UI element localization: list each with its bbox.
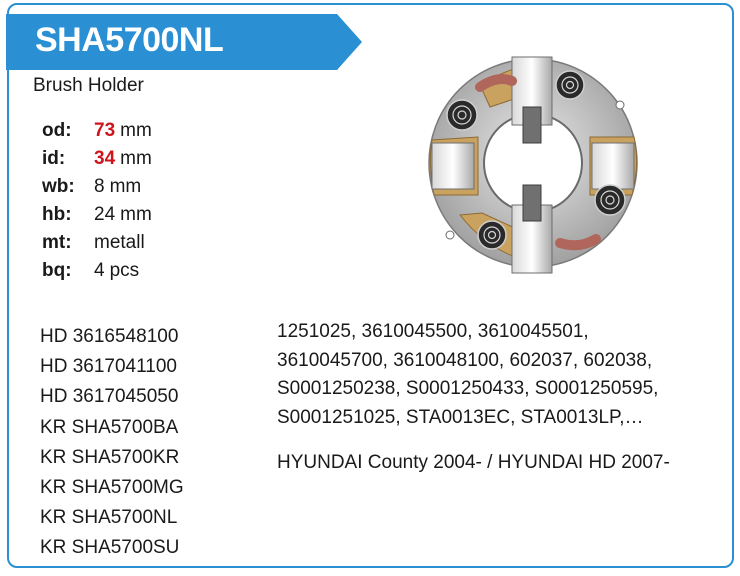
cross-reference-item: HD 3616548100	[40, 326, 179, 347]
cross-reference-item: KR SHA5700KR	[40, 446, 180, 468]
spec-key: mt:	[42, 232, 72, 253]
spec-row-bq	[42, 257, 152, 285]
cross-reference-item: HD 3617045050	[40, 386, 179, 408]
vehicle-application: HYUNDAI County 2004- / HYUNDAI HD 2007-	[277, 452, 670, 473]
cross-reference-item: HD 3617041100	[40, 356, 177, 378]
oem-number-line: 3610045700, 3610048100, 602037, 602038,	[277, 349, 653, 371]
spec-value: 24	[94, 204, 116, 225]
spec-row-od	[42, 117, 152, 145]
oem-number-line: S0001251025, STA0013EC, STA0013LP,…	[277, 406, 644, 428]
part-number-title: SHA5700NL	[35, 21, 224, 59]
spec-value: 4	[94, 260, 105, 281]
spec-value: metall	[94, 232, 145, 253]
spec-key: id:	[42, 148, 66, 169]
spec-key: bq:	[42, 260, 72, 281]
cross-reference-list	[40, 322, 184, 564]
spec-list	[42, 117, 152, 285]
oem-number-list	[277, 318, 717, 432]
spec-value: 8	[94, 176, 105, 197]
spec-unit: mm	[109, 176, 142, 197]
oem-number-line: 1251025, 3610045500, 3610045501,	[277, 321, 589, 342]
spec-key: od:	[42, 120, 72, 141]
cross-reference-item: KR SHA5700NL	[40, 507, 178, 529]
spec-value: 73	[94, 120, 116, 141]
spec-row-wb	[42, 173, 152, 201]
spec-row-mt	[42, 229, 152, 257]
brush-holder-image	[420, 45, 646, 281]
spec-unit: pcs	[109, 260, 140, 281]
oem-number-line: S0001250238, S0001250433, S0001250595,	[277, 378, 659, 399]
spec-value: 34	[94, 148, 116, 169]
spec-row-id	[42, 145, 152, 173]
spec-key: hb:	[42, 204, 72, 225]
cross-reference-item: KR SHA5700BA	[40, 416, 179, 438]
cross-reference-item: KR SHA5700SU	[40, 537, 180, 559]
spec-key: wb:	[42, 176, 75, 197]
spec-unit: mm	[120, 204, 152, 225]
spec-row-hb	[42, 201, 152, 229]
spec-unit: mm	[120, 120, 152, 141]
cross-reference-item: KR SHA5700MG	[40, 476, 184, 498]
spec-unit: mm	[120, 148, 152, 169]
product-subtitle: Brush Holder	[33, 75, 144, 96]
title-banner	[6, 14, 362, 70]
